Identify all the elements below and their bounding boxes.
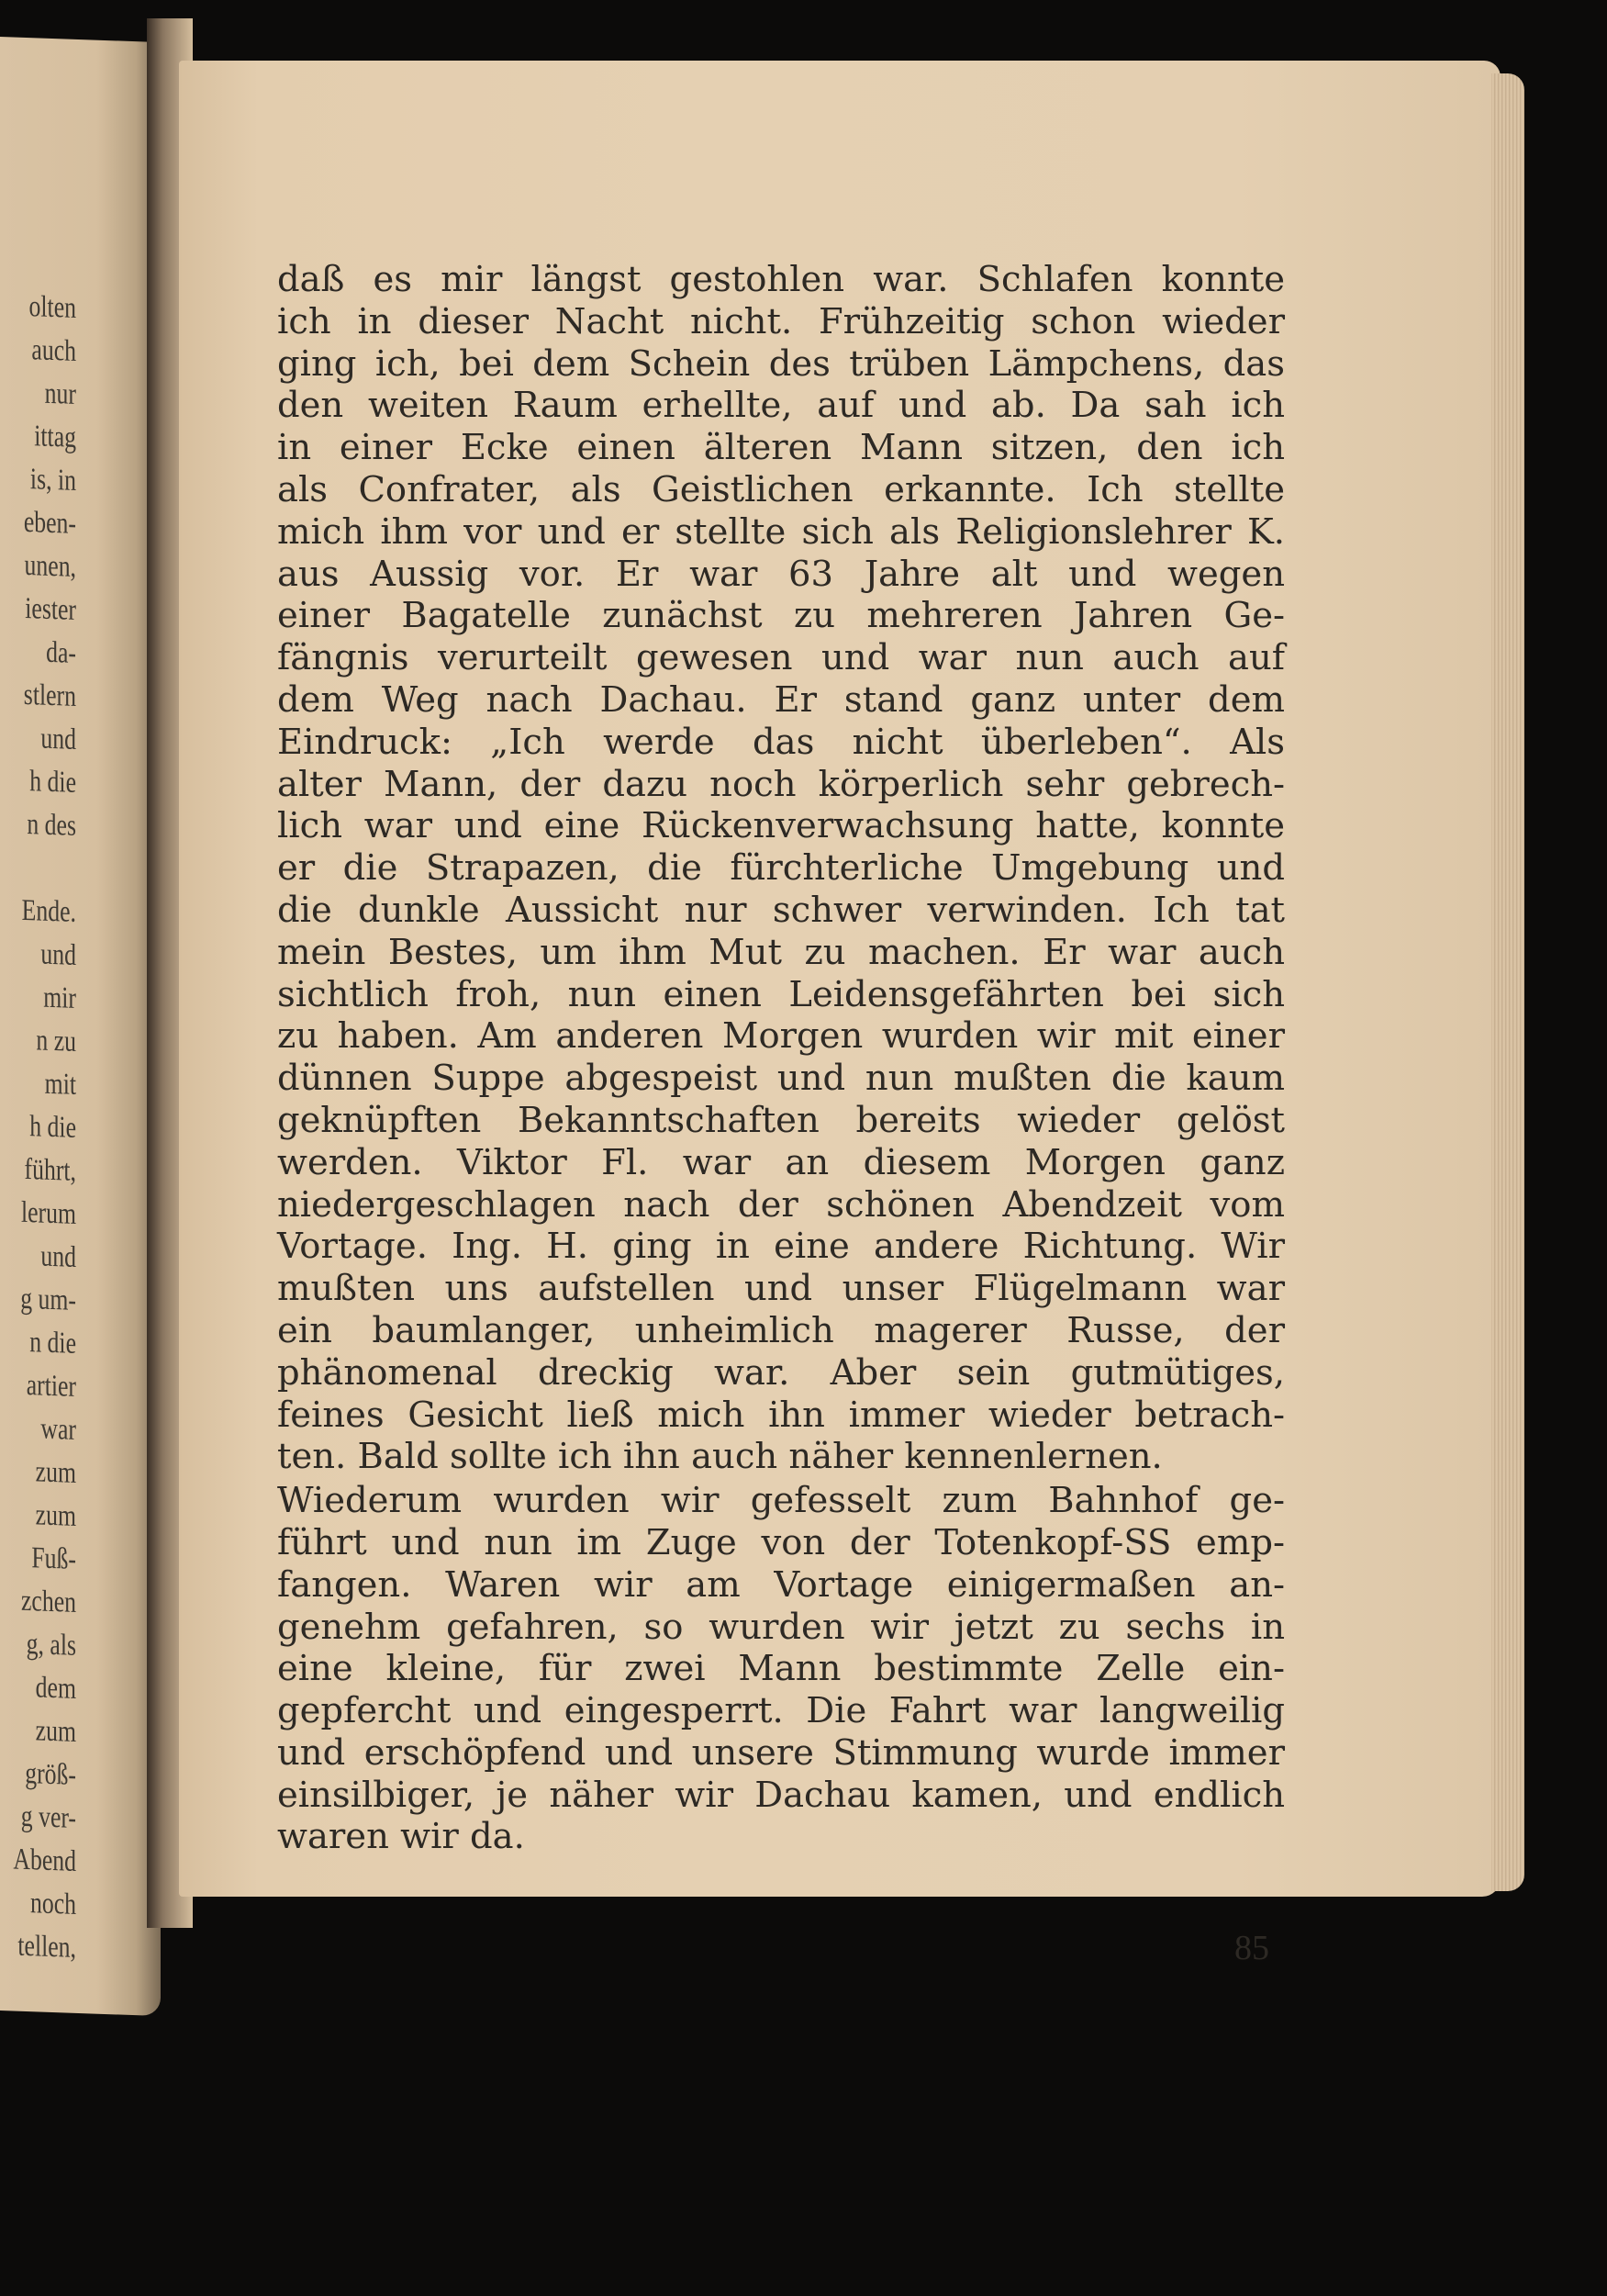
- text-line: als Confrater, als Geistlichen erkannte. Ich stellte: [277, 468, 1285, 510]
- text-line: einer Bagatelle zunächst zu mehreren Jahren Ge-: [277, 595, 1285, 637]
- text-line: gepfercht und eingesperrt. Die Fahrt war langweilig: [277, 1690, 1285, 1732]
- left-page-fragment: mit: [44, 1067, 76, 1102]
- text-line: dünnen Suppe abgespeist und nun mußten die kaum: [277, 1058, 1285, 1100]
- left-page-fragment: unen,: [24, 548, 76, 584]
- text-line: fangen. Waren wir am Vortage einigermaßen an-: [277, 1563, 1285, 1606]
- text-line: Wiederum wurden wir gefesselt zum Bahnhof ge-: [277, 1480, 1285, 1522]
- text-line: er die Strapazen, die fürchterliche Umgebung und: [277, 847, 1285, 890]
- text-line: aus Aussig vor. Er war 63 Jahre alt und wegen: [277, 553, 1285, 595]
- text-line: ten. Bald sollte ich ihn auch näher kennenlernen.: [277, 1436, 1163, 1478]
- left-page-fragment: n des: [27, 808, 76, 843]
- left-page-fragment: g um-: [20, 1282, 76, 1317]
- text-line: Eindruck: „Ich werde das nicht überleben“. Als: [277, 721, 1285, 763]
- left-page-fragment: mir: [43, 980, 76, 1015]
- text-line: ich in dieser Nacht nicht. Frühzeitig schon wieder: [277, 300, 1285, 342]
- text-line: mich ihm vor und er stellte sich als Religionslehrer K.: [277, 510, 1285, 553]
- text-line: daß es mir längst gestohlen war. Schlafen konnte: [277, 259, 1285, 300]
- left-page-fragment: olten: [28, 290, 76, 325]
- text-line: alter Mann, der dazu noch körperlich sehr gebrech-: [277, 763, 1285, 805]
- left-page-fragment: g, als: [26, 1628, 76, 1663]
- left-page-fragment: zchen: [20, 1584, 76, 1619]
- left-page-fragment: n die: [29, 1326, 76, 1361]
- text-line: sichtlich froh, nun einen Leidensgefährten bei sich: [277, 973, 1285, 1015]
- left-page-fragment: n zu: [36, 1024, 76, 1058]
- text-line: feines Gesicht ließ mich ihn immer wieder betrach-: [277, 1394, 1285, 1436]
- page-edges: [1491, 73, 1524, 1891]
- left-page: [0, 37, 161, 2016]
- text-line: lich war und eine Rückenverwachsung hatte, konnte: [277, 805, 1285, 847]
- left-page-fragment: zum: [35, 1498, 76, 1533]
- text-line: und erschöpfend und unsere Stimmung wurde immer: [277, 1731, 1285, 1774]
- page-number: 85: [1234, 1929, 1269, 1967]
- left-page-fragment: war: [40, 1412, 76, 1447]
- text-line: mein Bestes, um ihm Mut zu machen. Er war auch: [277, 931, 1285, 973]
- text-line: phänomenal dreckig war. Aber sein gutmütiges,: [277, 1351, 1285, 1394]
- left-page-fragment: führt,: [24, 1152, 76, 1188]
- left-page-text-fragments: [0, 285, 76, 1970]
- text-line: geknüpften Bekanntschaften bereits wieder gelöst: [277, 1099, 1285, 1141]
- text-line: in einer Ecke einen älteren Mann sitzen, den ich: [277, 427, 1285, 469]
- left-page-fragment: iester: [25, 591, 76, 627]
- left-page-fragment: h die: [29, 765, 76, 800]
- text-line: die dunkle Aussicht nur schwer verwinden. Ich tat: [277, 889, 1285, 931]
- text-line: fängnis verurteilt gewesen und war nun auch auf: [277, 637, 1285, 679]
- text-line: führt und nun im Zuge von der Totenkopf-SS emp-: [277, 1521, 1285, 1563]
- left-page-fragment: da-: [46, 635, 76, 670]
- left-page-fragment: Fuß-: [31, 1541, 76, 1576]
- left-page-fragment: stlern: [23, 678, 76, 713]
- left-page-fragment: Ende.: [21, 893, 76, 929]
- text-line: eine kleine, für zwei Mann bestimmte Zelle ein-: [277, 1648, 1285, 1690]
- left-page-fragment: [0, 846, 76, 891]
- left-page-fragment: tellen,: [17, 1929, 77, 1965]
- text-line: ein baumlanger, unheimlich magerer Russe, der: [277, 1309, 1285, 1351]
- left-page-fragment: eben-: [23, 505, 76, 541]
- left-page-fragment: und: [40, 722, 76, 756]
- text-line: einsilbiger, je näher wir Dachau kamen, und endlich: [277, 1774, 1285, 1816]
- text-line: Vortage. Ing. H. ging in eine andere Richtung. Wir: [277, 1226, 1285, 1268]
- left-page-fragment: zum: [35, 1455, 76, 1490]
- text-line: zu haben. Am anderen Morgen wurden wir mit einer: [277, 1015, 1285, 1058]
- left-page-fragment: auch: [31, 333, 76, 368]
- text-line: genehm gefahren, so wurden wir jetzt zu sechs in: [277, 1606, 1285, 1648]
- text-line: dem Weg nach Dachau. Er stand ganz unter dem: [277, 678, 1285, 721]
- left-page-fragment: zum: [35, 1714, 76, 1749]
- left-page-fragment: ittag: [34, 420, 76, 454]
- text-line: waren wir da.: [277, 1816, 525, 1858]
- text-line: den weiten Raum erhellte, auf und ab. Da sah ich: [277, 385, 1285, 427]
- paragraph-2: [277, 1480, 1285, 1858]
- text-line: werden. Viktor Fl. war an diesem Morgen ganz: [277, 1141, 1285, 1183]
- text-line: ging ich, bei dem Schein des trüben Lämpchens, das: [277, 342, 1285, 385]
- left-page-fragment: g ver-: [20, 1799, 76, 1835]
- left-page-fragment: größ-: [25, 1756, 76, 1792]
- left-page-fragment: noch: [29, 1887, 76, 1921]
- text-line: niedergeschlagen nach der schönen Abendzeit vom: [277, 1183, 1285, 1226]
- left-page-fragment: nur: [44, 376, 76, 411]
- page-body-text: [277, 259, 1285, 1858]
- paragraph-1: [277, 259, 1285, 1478]
- left-page-fragment: und: [40, 1239, 76, 1274]
- left-page-fragment: is, in: [29, 463, 76, 498]
- left-page-fragment: dem: [35, 1671, 76, 1706]
- left-page-fragment: h die: [29, 1110, 76, 1145]
- left-page-fragment: lerum: [20, 1195, 76, 1231]
- text-line: mußten uns aufstellen und unser Flügelmann war: [277, 1268, 1285, 1310]
- left-page-fragment: und: [40, 937, 76, 972]
- left-page-fragment: Abend: [13, 1842, 76, 1878]
- left-page-fragment: artier: [26, 1369, 76, 1404]
